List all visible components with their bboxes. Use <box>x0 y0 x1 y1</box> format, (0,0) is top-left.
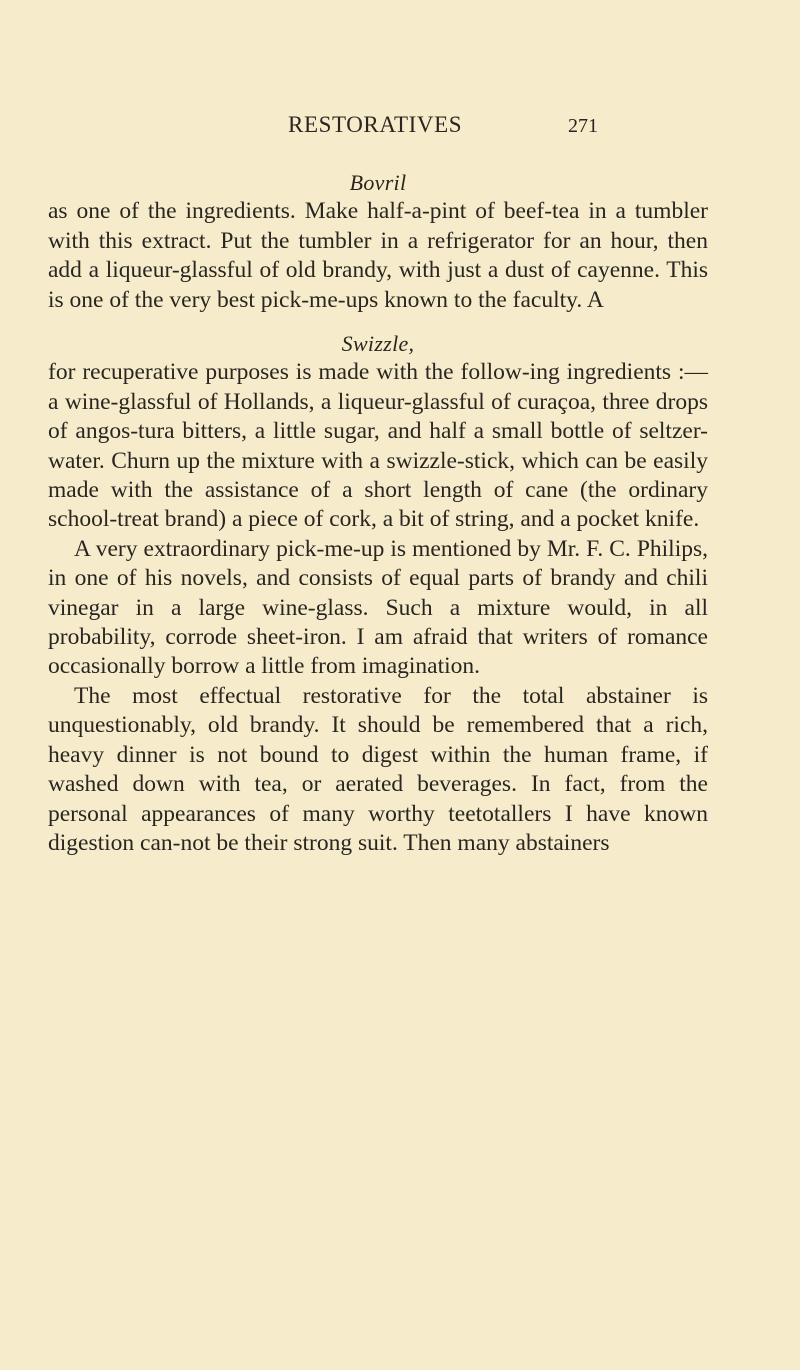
paragraph-restorative: The most effectual restorative for the total abstainer is unquestionably, old brandy. It should be remembered that a rich, heavy dinner is not bound to digest within the human frame, if washed down with tea, or aerated beverages. In fact, from the personal appearances of many worthy teetotallers I have known digestion can-not be their strong suit. Then many abstainers <box>48 682 708 856</box>
paragraph-bovril: as one of the ingredients. Make half-a-pint of beef-tea in a tumbler with this extract. Put the tumbler in a refrigerator for an hour, then add a liqueur-glassful of old brandy, with just a dust of cayenne. This is one of the very best pick-me-ups known to the faculty. A <box>48 198 708 313</box>
running-title: RESTORATIVES <box>288 112 463 137</box>
subheading-bovril: Bovril <box>349 170 407 195</box>
paragraph-pick-me-up: A very extraordinary pick-me-up is mentioned by Mr. F. C. Philips, in one of his novels, and consists of equal parts of brandy and chili vinegar in a large wine-glass. Such a mixture would, in all probability, corrode sheet-iron. I am afraid that writers of romance occasionally borrow a little from imagination. <box>48 535 708 680</box>
page-number: 271 <box>568 115 598 137</box>
subheading-swizzle: Swizzle, <box>341 331 415 357</box>
running-head <box>0 112 800 142</box>
body-text <box>48 168 708 858</box>
paragraph-swizzle: for recuperative purposes is made with the follow-ing ingredients :—a wine-glassful of Hollands, a liqueur-glassful of curaçoa, three drops of angos-tura bitters, a little sugar, and half a small bottle of seltzer-water. Churn up the mixture with a swizzle-stick, which can be easily made with the assistance of a short length of cane (the ordinary school-treat brand) a piece of cork, a bit of string, and a pocket knife. <box>48 359 708 533</box>
